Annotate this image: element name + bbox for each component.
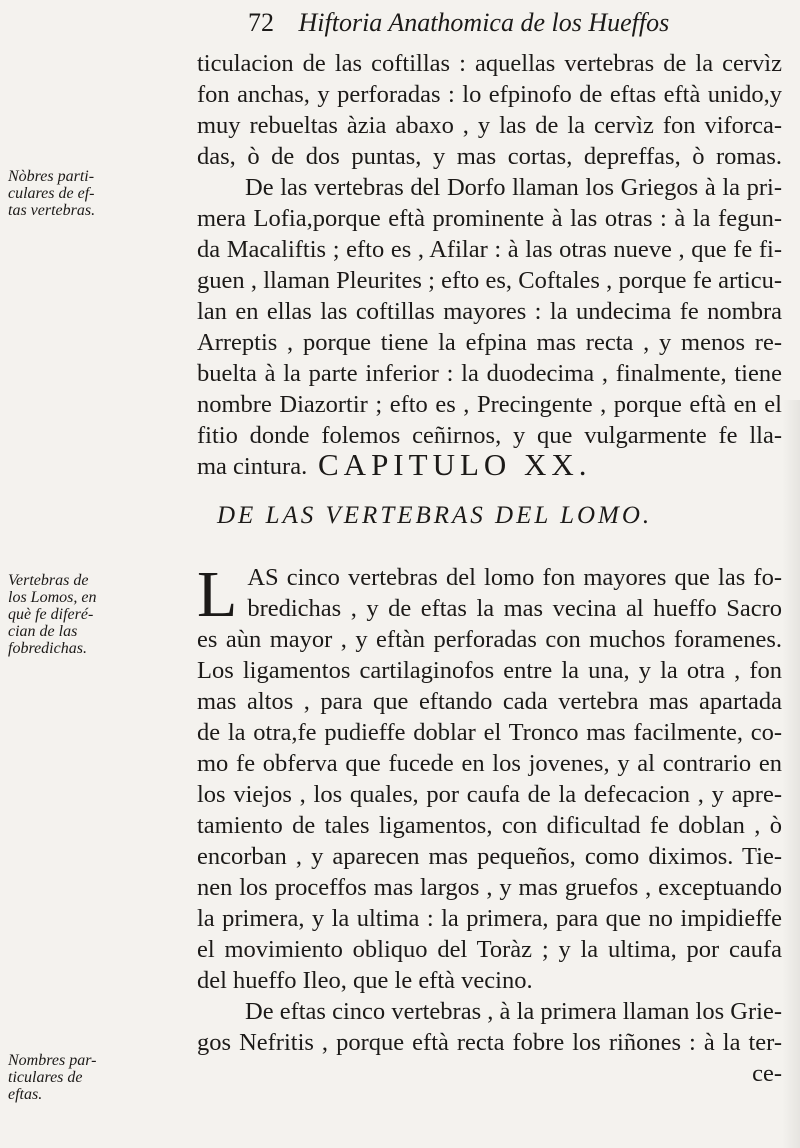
text-line: es aùn mayor , y eftàn perforadas con muchos foramenes.: [197, 626, 782, 653]
margin-note-1: [8, 168, 98, 219]
text-line: el movimiento obliquo del Toràz ; y la ultima, por caufa: [197, 936, 782, 963]
text-line: AS cinco vertebras del lomo fon mayores que las fo-: [247, 564, 782, 591]
text-line: los viejos , los quales, por caufa de la defecacion , y apre-: [197, 781, 782, 808]
page-edge-shadow: [782, 400, 800, 1148]
paragraph-lumbar-vertebrae: [197, 558, 782, 1089]
text-line: fitio donde folemos ceñirnos, y que vulgarmente fe lla-: [197, 422, 782, 449]
text-line: mas altos , para que eftando cada vertebra mas apartada: [197, 688, 782, 715]
text-line: nombre Diazortir ; efto es , Precingente , porque eftà en el: [197, 391, 782, 418]
running-header: [248, 8, 768, 48]
text-line: guen , llaman Pleurites ; efto es, Coftales , porque fe articu-: [197, 267, 782, 294]
text-line: ma cintura.: [197, 453, 308, 480]
text-line: da Macaliftis ; efto es , Afilar : à las otras nueve , que fe fi-: [197, 236, 782, 263]
margin-note-line: Nombres par-: [8, 1052, 97, 1069]
text-line: la primera, y la ultima : la primera, para que no impidieffe: [197, 905, 782, 932]
text-line: Arreptis , porque tiene la efpina mas recta , y menos re-: [197, 329, 782, 356]
text-line: del hueffo Ileo, que le eftà vecino.: [197, 967, 533, 994]
text-line: encorban , y aparecen mas pequeños, como diximos. Tie-: [197, 843, 782, 870]
text-line: tamiento de tales ligamentos, con dificultad fe doblan , ò: [197, 812, 782, 839]
paragraph-dorsal-vertebrae: [197, 48, 782, 482]
margin-note-line: Nòbres parti-: [8, 168, 95, 185]
chapter-title: CAPITULO XX.: [318, 447, 592, 482]
text-line: gos Nefritis , porque eftà recta fobre los riñones : à la ter-: [197, 1029, 782, 1056]
margin-note-2: [8, 572, 98, 657]
text-line: ticulacion de las coftillas : aquellas vertebras de la cervìz: [197, 50, 782, 77]
text-line: Los ligamentos cartilaginofos entre la una, y la otra , fon: [197, 657, 782, 684]
page-number: 72: [248, 8, 274, 37]
margin-note-3: [8, 1052, 98, 1103]
text-line: bredichas , y de eftas la mas vecina al hueffo Sacro: [247, 595, 782, 622]
margin-note-line: fobredichas.: [8, 640, 87, 657]
text-line: De las vertebras del Dorfo llaman los Griegos à la pri-: [245, 174, 782, 201]
margin-note-line: Vertebras de: [8, 572, 89, 589]
text-line: fon anchas, y perforadas : lo efpinofo de eftas eftà unido,y: [197, 81, 782, 108]
text-line: muy rebueltas àzia abaxo , y las de la cervìz fon viforca-: [197, 112, 782, 139]
margin-note-line: los Lomos, en: [8, 589, 97, 606]
text-line: buelta à la parte inferior : la duodecima , finalmente, tiene: [197, 360, 782, 387]
chapter-subtitle: DE LAS VERTEBRAS DEL LOMO.: [217, 502, 653, 529]
catchword: ce-: [752, 1060, 782, 1087]
margin-note-line: ticulares de: [8, 1069, 83, 1086]
drop-cap: L: [197, 558, 238, 631]
text-line: lan en ellas las coftillas mayores : la undecima fe nombra: [197, 298, 782, 325]
margin-note-line: tas vertebras.: [8, 202, 96, 219]
margin-note-line: cian de las: [8, 623, 78, 640]
margin-note-line: què fe diferé-: [8, 606, 94, 623]
text-line: mera Lofia,porque eftà prominente à las otras : à la fegun-: [197, 205, 782, 232]
text-line: mo fe obferva que fucede en los jovenes, y al contrario en: [197, 750, 782, 777]
margin-note-line: eftas.: [8, 1086, 43, 1103]
text-line: De eftas cinco vertebras , à la primera llaman los Grie-: [245, 998, 782, 1025]
text-line: de la otra,fe pudieffe doblar el Tronco mas facilmente, co-: [197, 719, 782, 746]
text-line: das, ò de dos puntas, y mas cortas, depreffas, ò romas.: [197, 143, 782, 170]
margin-note-line: culares de ef-: [8, 185, 95, 202]
running-title: Hiftoria Anathomica de los Hueffos: [298, 8, 670, 37]
text-line: nen los proceffos mas largos , y mas gruefos , exceptuando: [197, 874, 782, 901]
